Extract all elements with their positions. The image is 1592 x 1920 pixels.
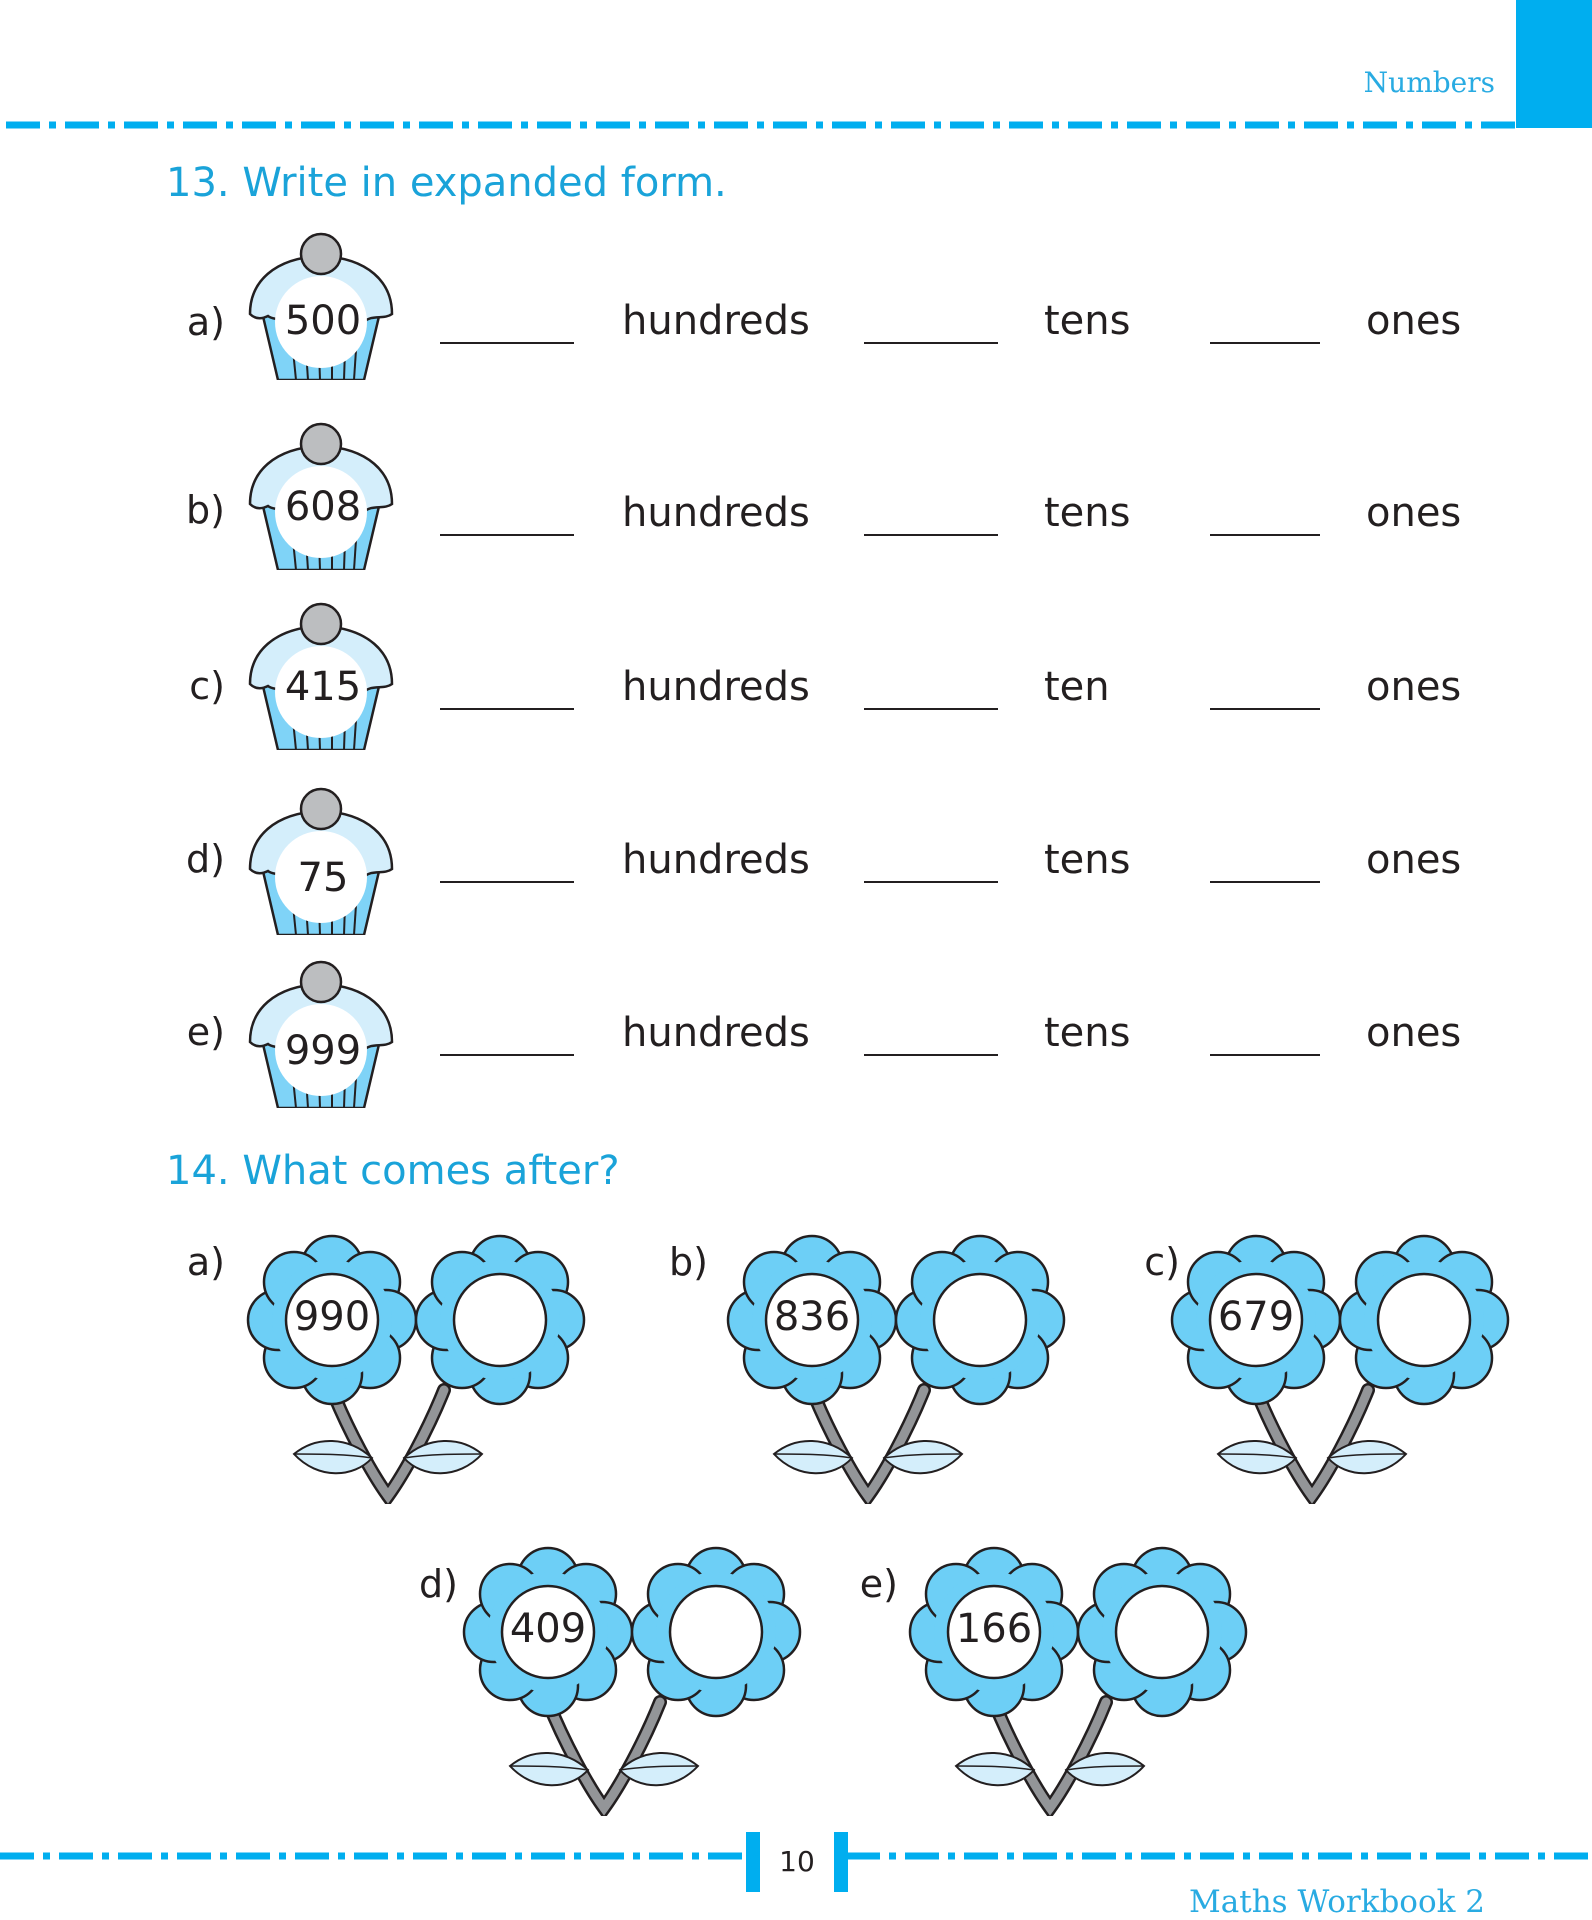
cupcake-number: 999 bbox=[284, 1028, 362, 1074]
header-divider bbox=[0, 120, 1516, 130]
hundreds-blank[interactable] bbox=[440, 708, 574, 710]
tens-label: tens bbox=[1044, 1010, 1131, 1056]
cupcake-number: 415 bbox=[284, 664, 362, 710]
tens-blank[interactable] bbox=[864, 708, 998, 710]
ones-label: ones bbox=[1366, 490, 1462, 536]
answer-circle[interactable] bbox=[1118, 1586, 1210, 1678]
hundreds-blank[interactable] bbox=[440, 1054, 574, 1056]
corner-tab bbox=[1516, 0, 1592, 128]
page-bracket-right bbox=[834, 1832, 848, 1892]
tens-label: tens bbox=[1044, 298, 1131, 344]
ones-label: ones bbox=[1366, 1010, 1462, 1056]
flower-pair-icon bbox=[1170, 1234, 1510, 1504]
row-label: e) bbox=[186, 1010, 225, 1054]
answer-circle[interactable] bbox=[936, 1274, 1028, 1366]
flower-label: c) bbox=[1144, 1240, 1180, 1284]
book-title: Maths Workbook 2 bbox=[1189, 1884, 1485, 1920]
ones-blank[interactable] bbox=[1210, 342, 1320, 344]
hundreds-label: hundreds bbox=[622, 1010, 810, 1056]
question-14-title: 14. What comes after? bbox=[166, 1148, 620, 1194]
flower-number: 409 bbox=[509, 1606, 587, 1652]
q13-row-c bbox=[0, 600, 1592, 750]
hundreds-label: hundreds bbox=[622, 837, 810, 883]
ones-blank[interactable] bbox=[1210, 1054, 1320, 1056]
flower-number: 990 bbox=[293, 1294, 371, 1340]
page-bracket-left bbox=[746, 1832, 760, 1892]
flower-pair-icon bbox=[246, 1234, 586, 1504]
ones-blank[interactable] bbox=[1210, 881, 1320, 883]
tens-blank[interactable] bbox=[864, 534, 998, 536]
ones-blank[interactable] bbox=[1210, 708, 1320, 710]
q13-row-d bbox=[0, 785, 1592, 935]
row-label: a) bbox=[186, 300, 225, 344]
tens-label: ten bbox=[1044, 664, 1110, 710]
hundreds-label: hundreds bbox=[622, 664, 810, 710]
flower-pair-icon bbox=[908, 1546, 1248, 1816]
answer-circle[interactable] bbox=[456, 1274, 548, 1366]
flower-pair-icon bbox=[462, 1546, 802, 1816]
row-label: b) bbox=[186, 488, 225, 532]
flower-number: 836 bbox=[773, 1294, 851, 1340]
q13-row-b bbox=[0, 420, 1592, 570]
row-label: c) bbox=[189, 664, 225, 708]
q13-row-a bbox=[0, 230, 1592, 380]
ones-label: ones bbox=[1366, 837, 1462, 883]
cupcake-number: 75 bbox=[297, 855, 349, 901]
flower-number: 166 bbox=[955, 1606, 1033, 1652]
cupcake-number: 608 bbox=[284, 484, 362, 530]
hundreds-label: hundreds bbox=[622, 490, 810, 536]
ones-blank[interactable] bbox=[1210, 534, 1320, 536]
cupcake-number: 500 bbox=[284, 298, 362, 344]
tens-blank[interactable] bbox=[864, 1054, 998, 1056]
hundreds-blank[interactable] bbox=[440, 342, 574, 344]
tens-blank[interactable] bbox=[864, 342, 998, 344]
tens-label: tens bbox=[1044, 837, 1131, 883]
tens-blank[interactable] bbox=[864, 881, 998, 883]
question-13-title: 13. Write in expanded form. bbox=[166, 160, 727, 206]
hundreds-blank[interactable] bbox=[440, 881, 574, 883]
section-title: Numbers bbox=[1363, 66, 1495, 99]
hundreds-label: hundreds bbox=[622, 298, 810, 344]
flower-pair-icon bbox=[726, 1234, 1066, 1504]
answer-circle[interactable] bbox=[672, 1586, 764, 1678]
flower-label: e) bbox=[859, 1562, 898, 1606]
flower-label: a) bbox=[186, 1240, 225, 1284]
q13-row-e bbox=[0, 958, 1592, 1108]
hundreds-blank[interactable] bbox=[440, 534, 574, 536]
page-number: 10 bbox=[779, 1845, 815, 1878]
ones-label: ones bbox=[1366, 298, 1462, 344]
flower-label: b) bbox=[669, 1240, 708, 1284]
answer-circle[interactable] bbox=[1380, 1274, 1472, 1366]
flower-number: 679 bbox=[1217, 1294, 1295, 1340]
row-label: d) bbox=[186, 837, 225, 881]
ones-label: ones bbox=[1366, 664, 1462, 710]
tens-label: tens bbox=[1044, 490, 1131, 536]
flower-label: d) bbox=[419, 1562, 458, 1606]
